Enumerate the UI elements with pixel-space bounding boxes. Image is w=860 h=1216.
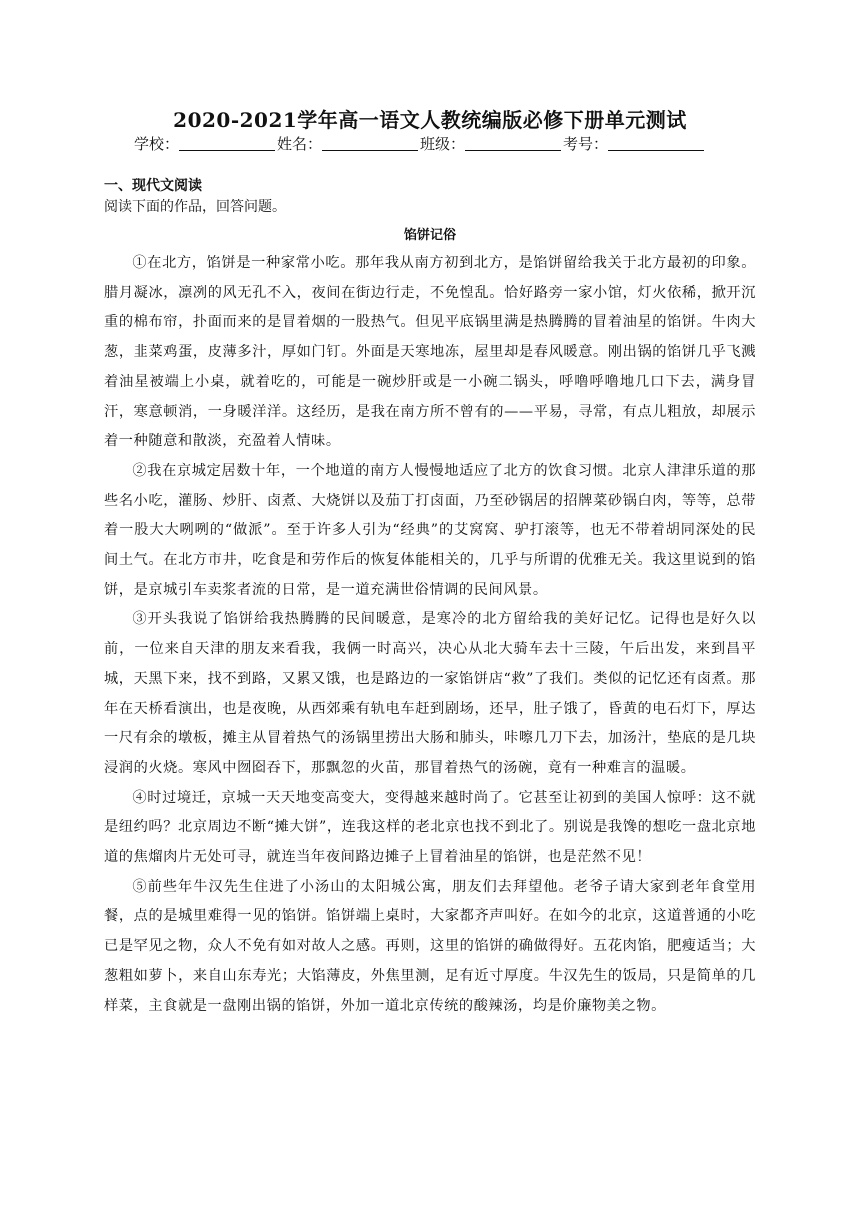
- section-heading: 一、现代文阅读: [104, 178, 202, 194]
- name-blank[interactable]: [322, 136, 418, 151]
- essay-paragraph-2: ②我在京城定居数十年，一个地道的南方人慢慢地适应了北方的饮食习惯。北京人津津乐道的那些名小吃，灌肠、炒肝、卤煮、大烧饼以及茄丁打卤面，乃至砂锅居的招牌菜砂锅白肉，等等，总带着一股大大咧咧的“做派”。至于许多人引为“经典”的艾窝窝、驴打滚等，也无不带着胡同深处的民间土气。在北方市井，吃食是和劳作后的恢复体能相关的，几乎与所谓的优雅无关。我这里说到的馅饼，是京城引车卖浆者流的日常，是一道充满世俗情调的民间风景。: [104, 462, 756, 598]
- essay-title: 馅饼记俗: [403, 228, 456, 243]
- class-blank[interactable]: [465, 136, 561, 151]
- class-label: 班级：: [420, 135, 466, 153]
- name-label: 姓名：: [277, 135, 323, 153]
- essay-paragraph-1: ①在北方，馅饼是一种家常小吃。那年我从南方初到北方，是馅饼留给我关于北方最初的印象。腊月凝冰，凛冽的风无孔不入，夜间在街边行走，不免惶乱。恰好路旁一家小馆，灯火依稀，掀开沉重的棉布帘，扑面而来的是冒着烟的一股热气。但见平底锅里满是热腾腾的冒着油星的馅饼。牛肉大葱，韭菜鸡蛋，皮薄多汁，厚如门钉。外面是天寒地冻，屋里却是春风暖意。刚出锅的馅饼几乎飞溅着油星被端上小桌，就着吃的，可能是一碗炒肝或是一小碗二锅头，呼噜呼噜地几口下去，满身冒汗，寒意顿消，一身暖洋洋。这经历，是我在南方所不曾有的——平易，寻常，有点儿粗放，却展示着一种随意和散淡，充盈着人情味。: [104, 255, 756, 450]
- essay-paragraph-3: ③开头我说了馅饼给我热腾腾的民间暖意，是寒冷的北方留给我的美好记忆。记得也是好久以前，一位来自天津的朋友来看我，我俩一时高兴，决心从北大骑车去十三陵，午后出发，来到昌平城，天黑下来，找不到路，又累又饿，也是路边的一家馅饼店“救”了我们。类似的记忆还有卤煮。那年在天桥看演出，也是夜晚，从西郊乘有轨电车赶到剧场，还早，肚子饿了，昏黄的电石灯下，厚达一尺有余的墩板，摊主从冒着热气的汤锅里捞出大肠和肺头，咔嚓几刀下去，加汤汁，垫底的是几块浸润的火烧。寒风中囫囵吞下，那飘忽的火苗，那冒着热气的汤碗，竟有一种难言的温暖。: [104, 611, 756, 776]
- essay-body: [104, 249, 756, 1021]
- exam-title: 2020-2021学年高一语文人教统编版必修下册单元测试: [173, 108, 687, 132]
- section-instruction: 阅读下面的作品，回答问题。: [104, 199, 286, 215]
- school-label: 学校：: [134, 135, 180, 153]
- exam-number-blank[interactable]: [608, 136, 704, 151]
- essay-paragraph-5: ⑤前些年牛汉先生住进了小汤山的太阳城公寓，朋友们去拜望他。老爷子请大家到老年食堂用餐，点的是城里难得一见的馅饼。馅饼端上桌时，大家都齐声叫好。在如今的北京，这道普通的小吃已是罕见之物，众人不免有如对故人之感。再则，这里的馅饼的确做得好。五花肉馅，肥瘦适当；大葱粗如萝卜，来自山东寿光；大馅薄皮，外焦里测，足有近寸厚度。牛汉先生的饭局，只是简单的几样菜，主食就是一盘刚出锅的馅饼，外加一道北京传统的酸辣汤，均是价廉物美之物。: [104, 878, 756, 1014]
- student-info-line: [134, 133, 754, 154]
- school-blank[interactable]: [179, 136, 275, 151]
- essay-paragraph-4: ④时过境迁，京城一天天地变高变大，变得越来越时尚了。它甚至让初到的美国人惊呼：这不就是纽约吗？北京周边不断“摊大饼”，连我这样的老北京也找不到北了。别说是我馋的想吃一盘北京地道的焦熘肉片无处可寻，就连当年夜间路边摊子上冒着油星的馅饼，也是茫然不见！: [104, 789, 756, 866]
- exam-number-label: 考号：: [563, 135, 609, 153]
